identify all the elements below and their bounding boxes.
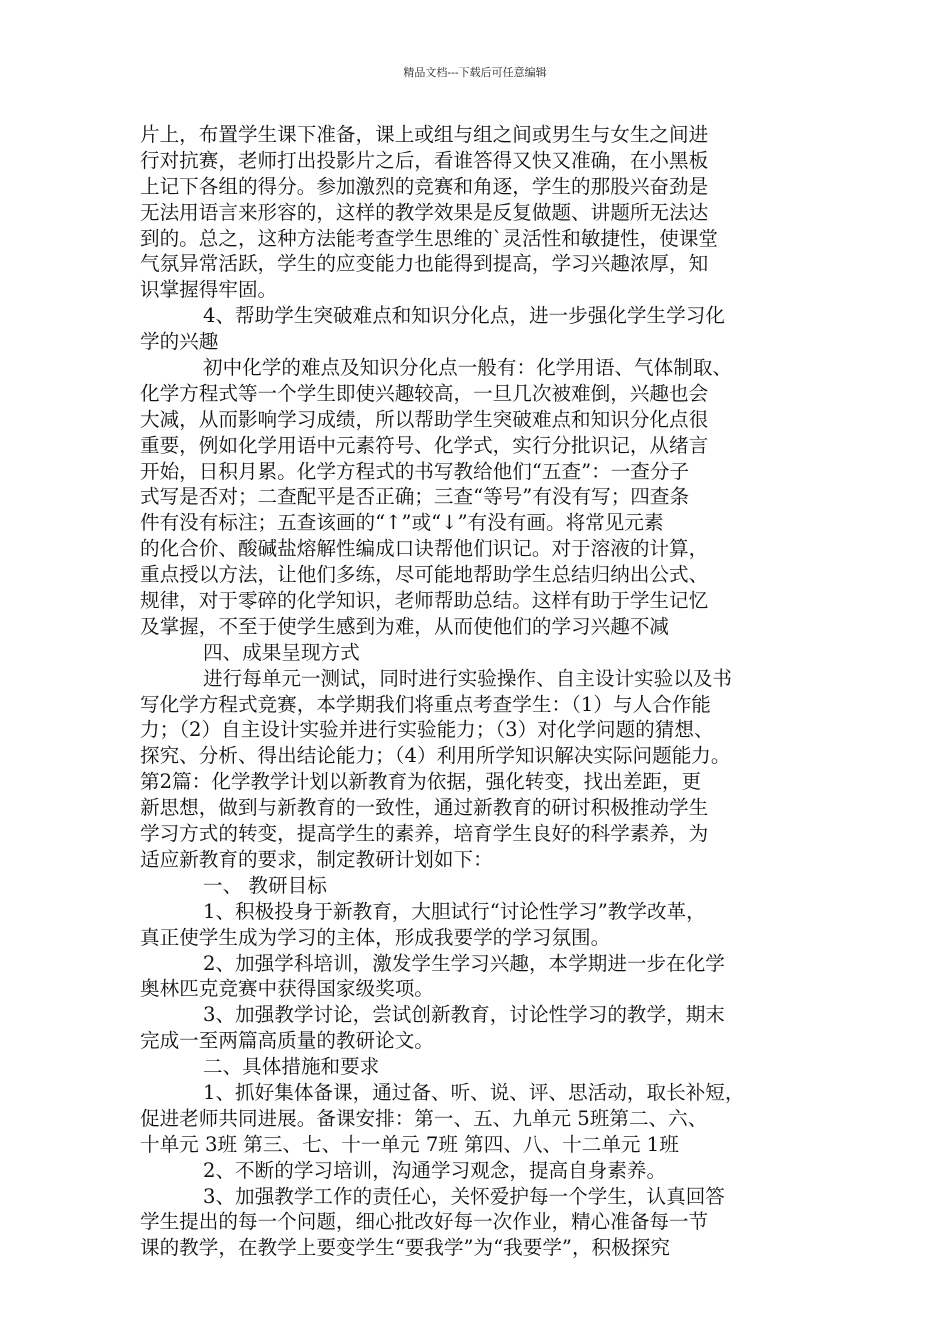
text-line: 化学方程式等一个学生即使兴趣较高，一旦几次被难倒，兴趣也会: [140, 381, 709, 405]
text-line: 3、加强教学工作的责任心，关怀爱护每一个学生，认真回答: [203, 1184, 725, 1208]
document-body: [140, 122, 810, 1261]
text-line: 到的。总之，这种方法能考查学生思维的`灵活性和敏捷性，使课堂: [140, 226, 719, 250]
text-line: 真正使学生成为学习的主体，形成我要学的学习氛围。: [140, 925, 611, 949]
text-line: 1、抓好集体备课，通过备、听、说、评、思活动，取长补短，: [203, 1080, 745, 1104]
text-line: 的化合价、酸碱盐熔解性编成口诀帮他们识记。对于溶液的计算，: [140, 537, 709, 561]
text-line: 十单元 3班 第三、七、十一单元 7班 第四、八、十二单元 1班: [140, 1132, 679, 1156]
text-line: 及掌握，不至于使学生感到为难，从而使他们的学习兴趣不减: [140, 614, 670, 638]
text-line: 学习方式的转变，提高学生的素养，培育学生良好的科学素养，为: [140, 822, 709, 846]
text-line: 一、 教研目标: [203, 873, 327, 897]
page-header: 精品文档---下载后可任意编辑: [403, 66, 547, 79]
text-line: 4、帮助学生突破难点和知识分化点，进一步强化学生学习化: [203, 304, 725, 328]
text-line: 促进老师共同进展。备课安排：第一、五、九单元 5班第二、六、: [140, 1106, 708, 1130]
text-line: 大减，从而影响学习成绩，所以帮助学生突破难点和知识分化点很: [140, 407, 709, 431]
text-line: 3、加强教学讨论，尝试创新教育，讨论性学习的教学，期末: [203, 1003, 725, 1027]
text-line: 重点授以方法，让他们多练，尽可能地帮助学生总结归纳出公式、: [140, 563, 709, 587]
text-line: 识掌握得牢固。: [140, 278, 278, 302]
text-line: 式写是否对；二查配平是否正确；三查“等号”有没有写；四查条: [140, 485, 690, 509]
text-line: 适应新教育的要求，制定教研计划如下：: [140, 847, 493, 871]
text-line: 开始，日积月累。化学方程式的书写教给他们“五查”：一查分子: [140, 459, 690, 483]
text-line: 气氛异常活跃，学生的应变能力也能得到提高，学习兴趣浓厚，知: [140, 252, 709, 276]
text-line: 上记下各组的得分。参加激烈的竞赛和角逐，学生的那股兴奋劲是: [140, 174, 709, 198]
text-line: 力；（2）自主设计实验并进行实验能力；（3）对化学问题的猜想、: [140, 718, 714, 742]
text-line: 片上，布置学生课下准备，课上或组与组之间或男生与女生之间进: [140, 123, 709, 146]
text-line: 第2篇：化学教学计划以新教育为依据，强化转变，找出差距，更: [140, 770, 702, 794]
text-line: 四、成果呈现方式: [203, 640, 360, 664]
text-line: 规律，对于零碎的化学知识，老师帮助总结。这样有助于学生记忆: [140, 589, 709, 613]
text-line: 探究、分析、得出结论能力；（4）利用所学知识解决实际问题能力。: [140, 744, 731, 768]
text-line: 进行每单元一测试，同时进行实验操作、自主设计实验以及书: [203, 666, 733, 690]
text-line: 2、不断的学习培训，沟通学习观念，提高自身素养。: [203, 1158, 667, 1182]
text-line: 学生提出的每一个问题，细心批改好每一次作业，精心准备每一节: [140, 1210, 709, 1234]
text-line: 2、加强学科培训，激发学生学习兴趣，本学期进一步在化学: [203, 951, 725, 975]
text-line: 课的教学，在教学上要变学生“要我学”为“我要学”，积极探究: [140, 1236, 670, 1260]
text-line: 重要，例如化学用语中元素符号、化学式，实行分批识记，从绪言: [140, 433, 709, 457]
text-line: 无法用语言来形容的，这样的教学效果是反复做题、讲题所无法达: [140, 200, 709, 224]
text-line: 学的兴趣: [140, 330, 219, 354]
text-line: 初中化学的难点及知识分化点一般有：化学用语、气体制取、: [203, 356, 733, 380]
text-line: 1、积极投身于新教育，大胆试行“讨论性学习”教学改革，: [203, 899, 706, 923]
text-line: 新思想，做到与新教育的一致性，通过新教育的研讨积极推动学生: [140, 796, 709, 820]
text-line: 奥林匹克竞赛中获得国家级奖项。: [140, 977, 434, 1001]
text-line: 行对抗赛，老师打出投影片之后，看谁答得又快又准确，在小黑板: [140, 148, 709, 172]
text-line: 写化学方程式竞赛，本学期我们将重点考查学生：（1）与人合作能: [140, 692, 711, 716]
text-line: 完成一至两篇高质量的教研论文。: [140, 1029, 434, 1053]
text-line: 件有没有标注；五查该画的“↑”或“↓”有没有画。将常见元素: [140, 511, 664, 535]
text-line: 二、具体措施和要求: [203, 1055, 380, 1079]
